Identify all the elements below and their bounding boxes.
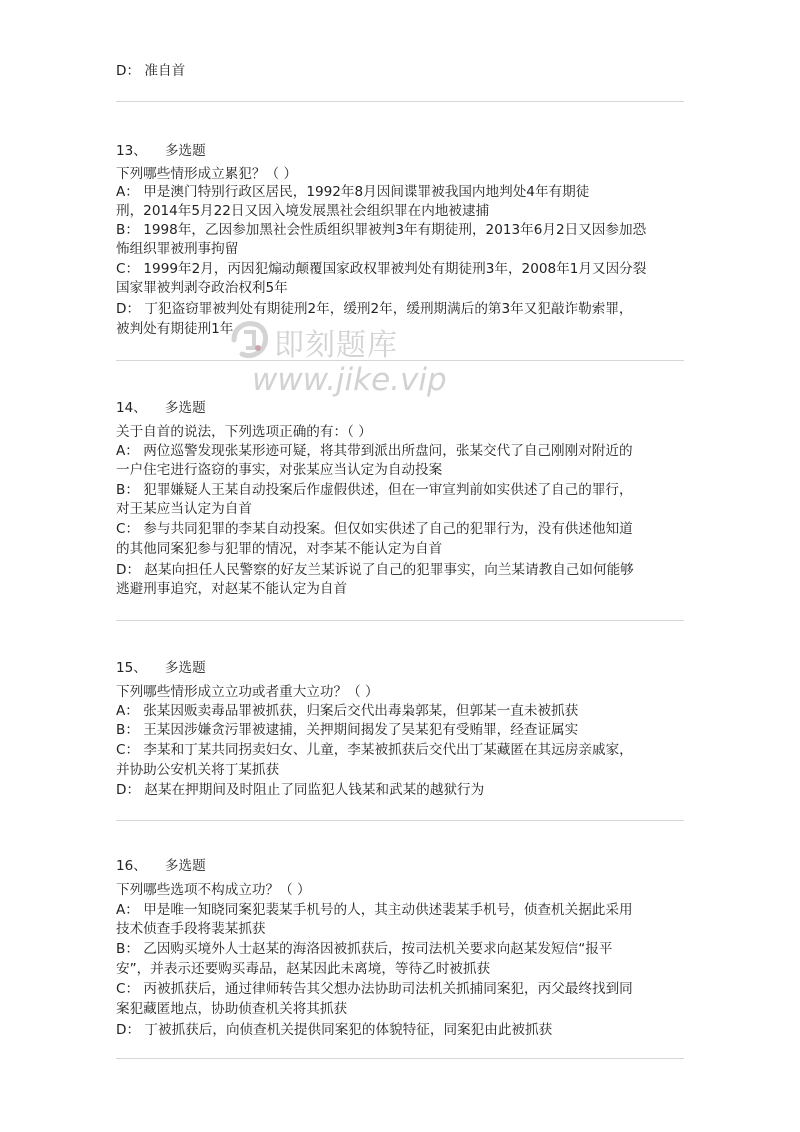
option-a: A： 张某因贩卖毒品罪被抓获，归案后交代出毒枭郭某，但郭某一直未被抓获 <box>116 703 579 719</box>
question-header <box>116 142 206 160</box>
option-a: A： 甲是澳门特别行政区居民，1992年8月因间谍罪被我国内地判处4年有期徒 <box>116 184 590 200</box>
divider <box>116 101 684 102</box>
divider <box>116 820 684 821</box>
option-a-cont: 技术侦查手段将裴某抓获 <box>116 921 266 937</box>
option-b: B： 王某因涉嫌贪污罪被逮捕，关押期间揭发了吴某犯有受贿罪，经查证属实 <box>116 722 579 738</box>
question-type: 多选题 <box>164 660 206 676</box>
option-d-previous: D： 准自首 <box>116 63 186 79</box>
option-c-cont: 案犯藏匿地点，协助侦查机关将其抓获 <box>116 1001 348 1017</box>
option-c: C： 丙被抓获后，通过律师转告其父想办法协助司法机关抓捕同案犯，丙父最终找到同 <box>116 981 633 997</box>
option-c: C： 参与共同犯罪的李某自动投案。但仅如实供述了自己的犯罪行为，没有供述他知道 <box>116 521 633 537</box>
option-d: D： 赵某在押期间及时阻止了同监犯人钱某和武某的越狱行为 <box>116 782 485 798</box>
option-b-cont: 对王某应当认定为自首 <box>116 501 252 517</box>
divider <box>116 1058 684 1059</box>
question-number: 14、 <box>116 400 147 416</box>
question-number: 15、 <box>116 660 147 676</box>
option-b: B： 乙因购买境外人士赵某的海洛因被抓获后，按司法机关要求向赵某发短信“报平 <box>116 941 613 957</box>
option-a: A： 两位巡警发现张某形迹可疑，将其带到派出所盘问，张某交代了自己刚刚对附近的 <box>116 443 633 459</box>
question-number: 13、 <box>116 143 147 159</box>
option-a: A： 甲是唯一知晓同案犯裴某手机号的人，其主动供述裴某手机号，侦查机关据此采用 <box>116 902 633 918</box>
question-stem: 下列哪些选项不构成立功？（ ） <box>116 882 311 898</box>
option-a-cont: 刑，2014年5月22日又因入境发展黑社会组织罪在内地被逮捕 <box>116 203 490 219</box>
option-b: B： 犯罪嫌疑人王某自动投案后作虚假供述，但在一审宣判前如实供述了自己的罪行， <box>116 482 633 498</box>
option-d: D： 赵某向担任人民警察的好友兰某诉说了自己的犯罪事实，向兰某请教自己如何能够 <box>116 562 634 578</box>
logo-icon <box>228 318 272 360</box>
option-d: D： 丁犯盗窃罪被判处有期徒刑2年，缓刑2年，缓刑期满后的第3年又犯敲诈勒索罪， <box>116 301 633 317</box>
divider <box>116 360 684 361</box>
question-stem: 下列哪些情形成立立功或者重大立功？（ ） <box>116 684 379 700</box>
option-c-cont: 国家罪被判剥夺政治权利5年 <box>116 280 288 296</box>
watermark-url: www.jike.vip <box>252 362 447 398</box>
watermark-brand: 即刻题库 <box>274 328 398 363</box>
option-d-cont: 逃避刑事追究，对赵某不能认定为自首 <box>116 581 348 597</box>
option-c-cont: 的其他同案犯参与犯罪的情况，对李某不能认定为自首 <box>116 541 443 557</box>
question-header <box>116 659 206 677</box>
option-b-cont: 怖组织罪被刑事拘留 <box>116 241 239 257</box>
question-stem: 关于自首的说法，下列选项正确的有：（ ） <box>116 424 372 440</box>
watermark <box>228 318 447 428</box>
option-c: C： 1999年2月，丙因犯煽动颠覆国家政权罪被判处有期徒刑3年，2008年1月又因分裂 <box>116 261 647 277</box>
question-type: 多选题 <box>164 400 206 416</box>
question-header <box>116 399 206 417</box>
question-type: 多选题 <box>164 858 206 874</box>
divider <box>116 620 684 621</box>
question-stem: 下列哪些情形成立累犯？（ ） <box>116 166 298 182</box>
option-d: D： 丁被抓获后，向侦查机关提供同案犯的体貌特征，同案犯由此被抓获 <box>116 1022 553 1038</box>
option-c: C： 李某和丁某共同拐卖妇女、儿童，李某被抓获后交代出丁某藏匿在其远房亲戚家， <box>116 742 633 758</box>
logo-dot <box>255 345 261 351</box>
option-a-cont: 一户住宅进行盗窃的事实，对张某应当认定为自动投案 <box>116 462 443 478</box>
option-c-cont: 并协助公安机关将丁某抓获 <box>116 762 280 778</box>
option-b-cont: 安”，并表示还要购买毒品，赵某因此未离境，等待乙时被抓获 <box>116 961 491 977</box>
option-d-cont: 被判处有期徒刑1年 <box>116 321 234 337</box>
question-header <box>116 857 206 875</box>
question-number: 16、 <box>116 858 147 874</box>
option-b: B： 1998年，乙因参加黑社会性质组织罪被判3年有期徒刑，2013年6月2日又因参加恐 <box>116 222 647 238</box>
question-type: 多选题 <box>164 143 206 159</box>
